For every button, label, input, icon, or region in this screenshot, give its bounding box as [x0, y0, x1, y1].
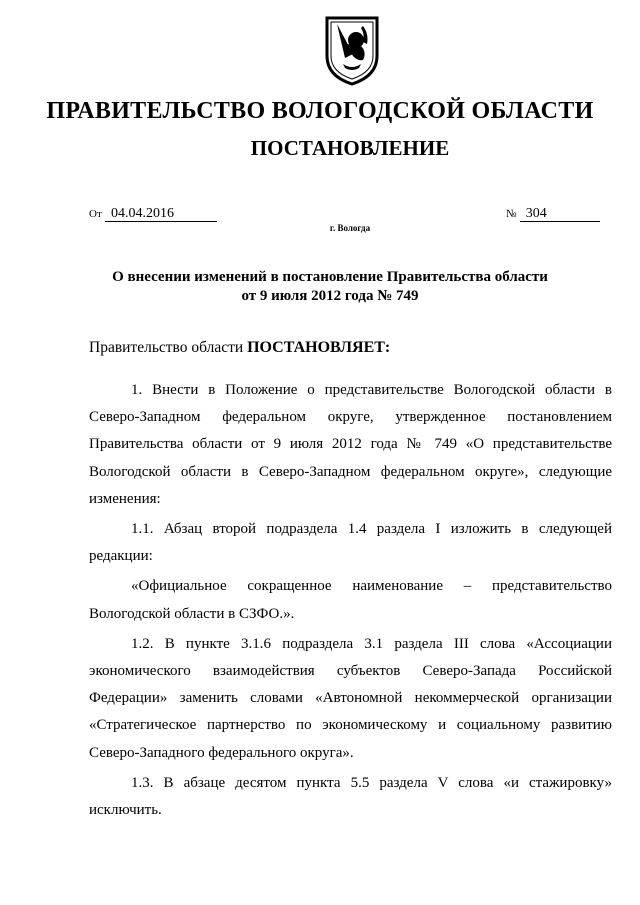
subject-line-2: от 9 июля 2012 года № 749: [241, 288, 419, 304]
paragraph-1-2: 1.2. В пункте 3.1.6 подраздела 3.1 раздела III слова «Ассоциации экономического взаимодействия субъектов Северо-Запада Российской Федерации» заменить словами «Автономной некоммерческой организации «Стратегическое партнерство по экономическому и социальному развитию Северо-Западного федерального округа».: [89, 635, 612, 761]
date-row: [89, 205, 217, 222]
preamble-bold: ПОСТАНОВЛЯЕТ:: [247, 339, 391, 356]
paragraph-1-3: 1.3. В абзаце десятом пункта 5.5 раздела V слова «и стажировку» исключить.: [89, 774, 612, 819]
government-title: ПРАВИТЕЛЬСТВО ВОЛОГОДСКОЙ ОБЛАСТИ: [46, 98, 594, 124]
paragraph-1: 1. Внести в Положение о представительстве Вологодской области в Северо-Западном федеральном округе, утвержденное постановлением Правительства области от 9 июля 2012 года № 749 «О представительстве Вологодской области в Северо-Западном федеральном округе», следующие изменения:: [89, 382, 612, 507]
date-value: 04.04.2016: [105, 206, 217, 222]
paragraph-quote: «Официальное сокращенное наименование – представительство Вологодской области в СЗФО.».: [89, 578, 612, 622]
date-label: От: [89, 208, 102, 220]
document-body: [89, 377, 612, 827]
preamble-text: Правительство области: [89, 339, 244, 356]
subject-line-1: О внесении изменений в постановление Правительства области: [112, 269, 548, 285]
city-name: г. Вологда: [329, 223, 371, 233]
number-row: [506, 205, 600, 222]
preamble: [89, 339, 390, 357]
document-subject: [0, 268, 640, 306]
paragraph-1-1: 1.1. Абзац второй подраздела 1.4 раздела I изложить в следующей редакции:: [89, 521, 612, 565]
document-type: ПОСТАНОВЛЕНИЕ: [250, 136, 450, 160]
coat-of-arms-icon: [323, 14, 381, 86]
number-label: №: [506, 208, 517, 220]
number-value: 304: [520, 206, 600, 222]
